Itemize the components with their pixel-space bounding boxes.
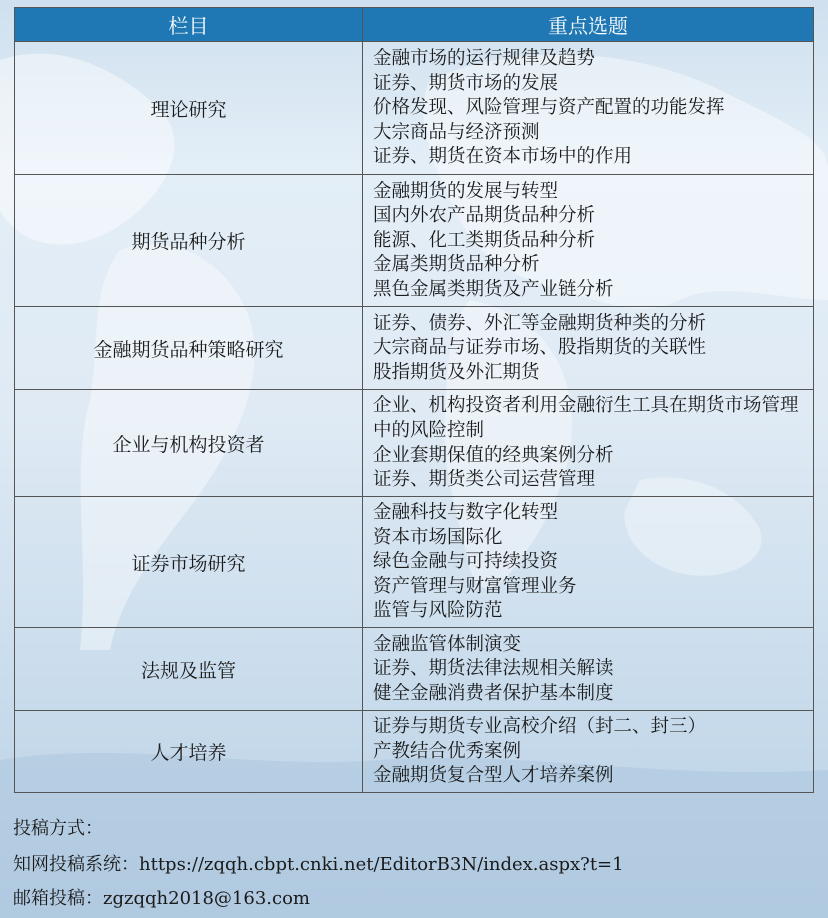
table-row [15,711,814,793]
topics-cell [363,390,814,497]
category-cell: 证券市场研究 [15,497,363,628]
topics-cell [363,711,814,793]
category-cell: 期货品种分析 [15,175,363,307]
topic-item: 大宗商品与经济预测 [373,121,540,143]
topics-table [14,7,814,793]
category-cell: 金融期货品种策略研究 [15,307,363,390]
table-row [15,42,814,175]
category-cell: 理论研究 [15,42,363,175]
topic-item: 国内外农产品期货品种分析 [373,205,596,227]
topic-item: 金融监管体制演变 [373,633,522,655]
topic-item: 资本市场国际化 [373,526,503,548]
topic-item: 证券、债券、外汇等金融期货种类的分析 [373,312,707,334]
topic-item: 证券与期货专业高校介绍（封二、封三） [373,716,707,738]
topic-item: 黑色金属类期货及产业链分析 [373,278,614,300]
topics-cell [363,628,814,711]
submission-system-line [13,850,624,876]
category-cell: 人才培养 [15,711,363,793]
topic-item: 金属类期货品种分析 [373,254,540,276]
topics-cell [363,307,814,390]
submission-heading: 投稿方式： [13,818,103,839]
topics-cell [363,497,814,628]
topic-item: 产教结合优秀案例 [373,740,522,762]
topic-item: 股指期货及外汇期货 [373,361,540,383]
system-url-link[interactable]: https://zqqh.cbpt.cnki.net/EditorB3N/index.aspx?t=1 [139,854,624,875]
topic-item: 金融期货复合型人才培养案例 [373,765,614,787]
column-header: 栏目 [15,8,363,42]
topic-item: 企业套期保值的经典案例分析 [373,444,614,466]
topic-item: 健全金融消费者保护基本制度 [373,682,614,704]
email-label: 邮箱投稿： [13,888,103,909]
submission-email-line [13,884,310,910]
table-row [15,307,814,390]
topic-item: 价格发现、风险管理与资产配置的功能发挥 [373,97,725,119]
table-row [15,390,814,497]
topics-cell [363,175,814,307]
topic-item: 证券、期货类公司运营管理 [373,469,596,491]
topic-item: 证券、期货在资本市场中的作用 [373,146,633,168]
topic-item: 证券、期货法律法规相关解读 [373,658,614,680]
topic-item: 证券、期货市场的发展 [373,72,559,94]
topic-item: 绿色金融与可持续投资 [373,551,559,573]
table-row [15,175,814,307]
topic-item: 金融市场的运行规律及趋势 [373,48,596,70]
category-cell: 企业与机构投资者 [15,390,363,497]
table-row [15,497,814,628]
topic-item: 能源、化工类期货品种分析 [373,229,596,251]
topic-item: 金融科技与数字化转型 [373,502,559,524]
topic-item: 监管与风险防范 [373,600,503,622]
topic-item: 大宗商品与证券市场、股指期货的关联性 [373,337,707,359]
topic-item: 企业、机构投资者利用金融衍生工具在期货市场管理中的风险控制 [373,395,799,441]
topics-header: 重点选题 [363,8,814,42]
email-link[interactable]: zgzqqh2018@163.com [103,888,310,909]
table-row [15,628,814,711]
topics-cell [363,42,814,175]
topic-item: 金融期货的发展与转型 [373,180,559,202]
system-label: 知网投稿系统： [13,854,139,875]
topic-item: 资产管理与财富管理业务 [373,575,577,597]
category-cell: 法规及监管 [15,628,363,711]
